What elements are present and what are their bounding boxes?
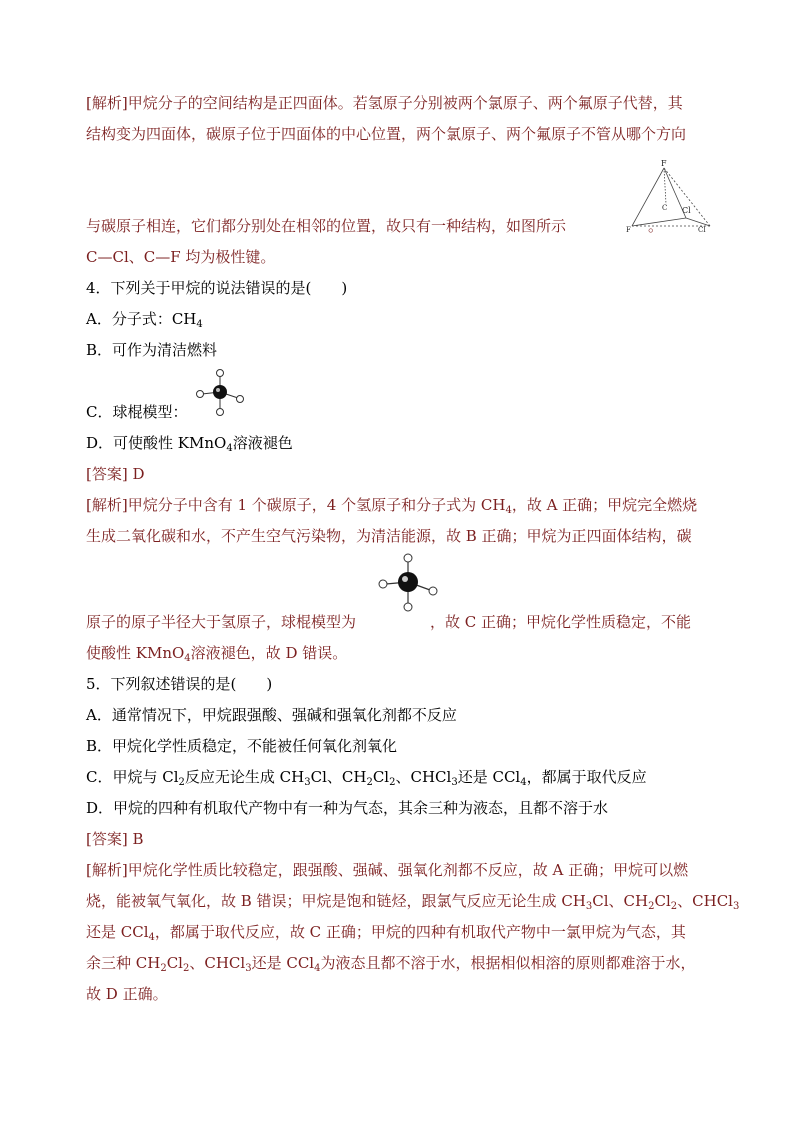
figure-label-f-left: F	[626, 226, 631, 234]
question-5-stem: 5．下列叙述错误的是( )	[86, 675, 273, 693]
question-4-analysis: 原子的原子半径大于氢原子，球棍模型为 ，故 C 正确；甲烷化学性质稳定，不能	[86, 613, 692, 631]
question-4-analysis: [解析]甲烷分子中含有 1 个碳原子，4 个氢原子和分子式为 $CH_4$，故 A 正确；甲烷完全燃烧	[86, 496, 698, 516]
document-page	[86, 88, 740, 1010]
ball-stick-model-small	[190, 368, 250, 418]
figure-label-f-top: F	[661, 159, 667, 168]
analysis-line: 结构变为四面体，碳原子位于四面体的中心位置，两个氯原子、两个氟原子不管从哪个方向	[86, 125, 687, 143]
figure-label-cl-1: Cl	[682, 206, 691, 215]
question-5-option-b: B．甲烷化学性质稳定，不能被任何氧化剂氧化	[86, 737, 398, 755]
question-5-option-c: C．甲烷与 $Cl_2$反应无论生成 $CH_3Cl$、$CH_2Cl_2$、CHCl$_3$还是 CCl$_4$，都属于取代反应	[86, 768, 647, 788]
figure-label-cl-2: Cl	[698, 226, 706, 234]
question-4-analysis-with-model	[86, 552, 726, 638]
analysis-line: 与碳原子相连，它们都分别处在相邻的位置，故只有一种结构，如图所示 。	[86, 217, 664, 235]
question-5-analysis: [解析]甲烷化学性质比较稳定，跟强酸、强碱、强氧化剂都不反应，故 A 正确；甲烷可以燃	[86, 861, 689, 879]
tetrahedron-figure	[626, 158, 712, 236]
question-4-option-d: D．可使酸性 KMnO$_4$溶液褪色	[86, 434, 293, 454]
question-5-analysis: 还是 CCl$_4$，都属于取代反应，故 C 正确；甲烷的四种有机取代产物中一氯甲烷为气态，其	[86, 923, 686, 943]
question-5-option-d: D．甲烷的四种有机取代产物中有一种为气态，其余三种为液态，且都不溶于水	[86, 799, 609, 817]
question-4-option-c-row	[86, 366, 726, 428]
analysis-line: [解析]甲烷分子的空间结构是正四面体。若氢原子分别被两个氯原子、两个氟原子代替，其	[86, 94, 683, 112]
question-4-stem: 4．下列关于甲烷的说法错误的是( )	[86, 279, 348, 297]
question-4-option-c: C．球棍模型：	[86, 403, 188, 421]
question-5-analysis: 故 D 正确。	[86, 985, 168, 1003]
question-4-answer: [答案] D	[86, 465, 145, 483]
question-5-analysis: 余三种 $CH_2Cl_2$、CHCl$_3$还是 CCl$_4$为液态且都不溶于水，根据相似相溶的原则都难溶于水，	[86, 954, 696, 974]
question-5-option-a: A．通常情况下，甲烷跟强酸、强碱和强氧化剂都不反应	[86, 706, 457, 724]
question-5-analysis: 烧，能被氧气氧化，故 B 错误；甲烷是饱和链烃，跟氯气反应无论生成 $CH_3Cl$、$CH_2Cl_2$、CHCl$_3$	[86, 892, 740, 912]
analysis-line: C—Cl、C—F 均为极性键。	[86, 248, 276, 266]
analysis-line-with-figure	[86, 150, 726, 242]
question-4-analysis: 生成二氧化碳和水，不产生空气污染物，为清洁能源，故 B 正确；甲烷为正四面体结构，碳	[86, 527, 692, 545]
question-4-option-b: B．可作为清洁燃料	[86, 341, 218, 359]
question-4-option-a: A．分子式：$CH_4$	[86, 310, 203, 330]
question-4-analysis: 使酸性 KMnO$_4$溶液褪色，故 D 错误。	[86, 644, 348, 664]
question-5-answer: [答案] B	[86, 830, 144, 848]
ball-stick-model-large	[372, 552, 444, 616]
figure-label-c: C	[662, 204, 668, 212]
